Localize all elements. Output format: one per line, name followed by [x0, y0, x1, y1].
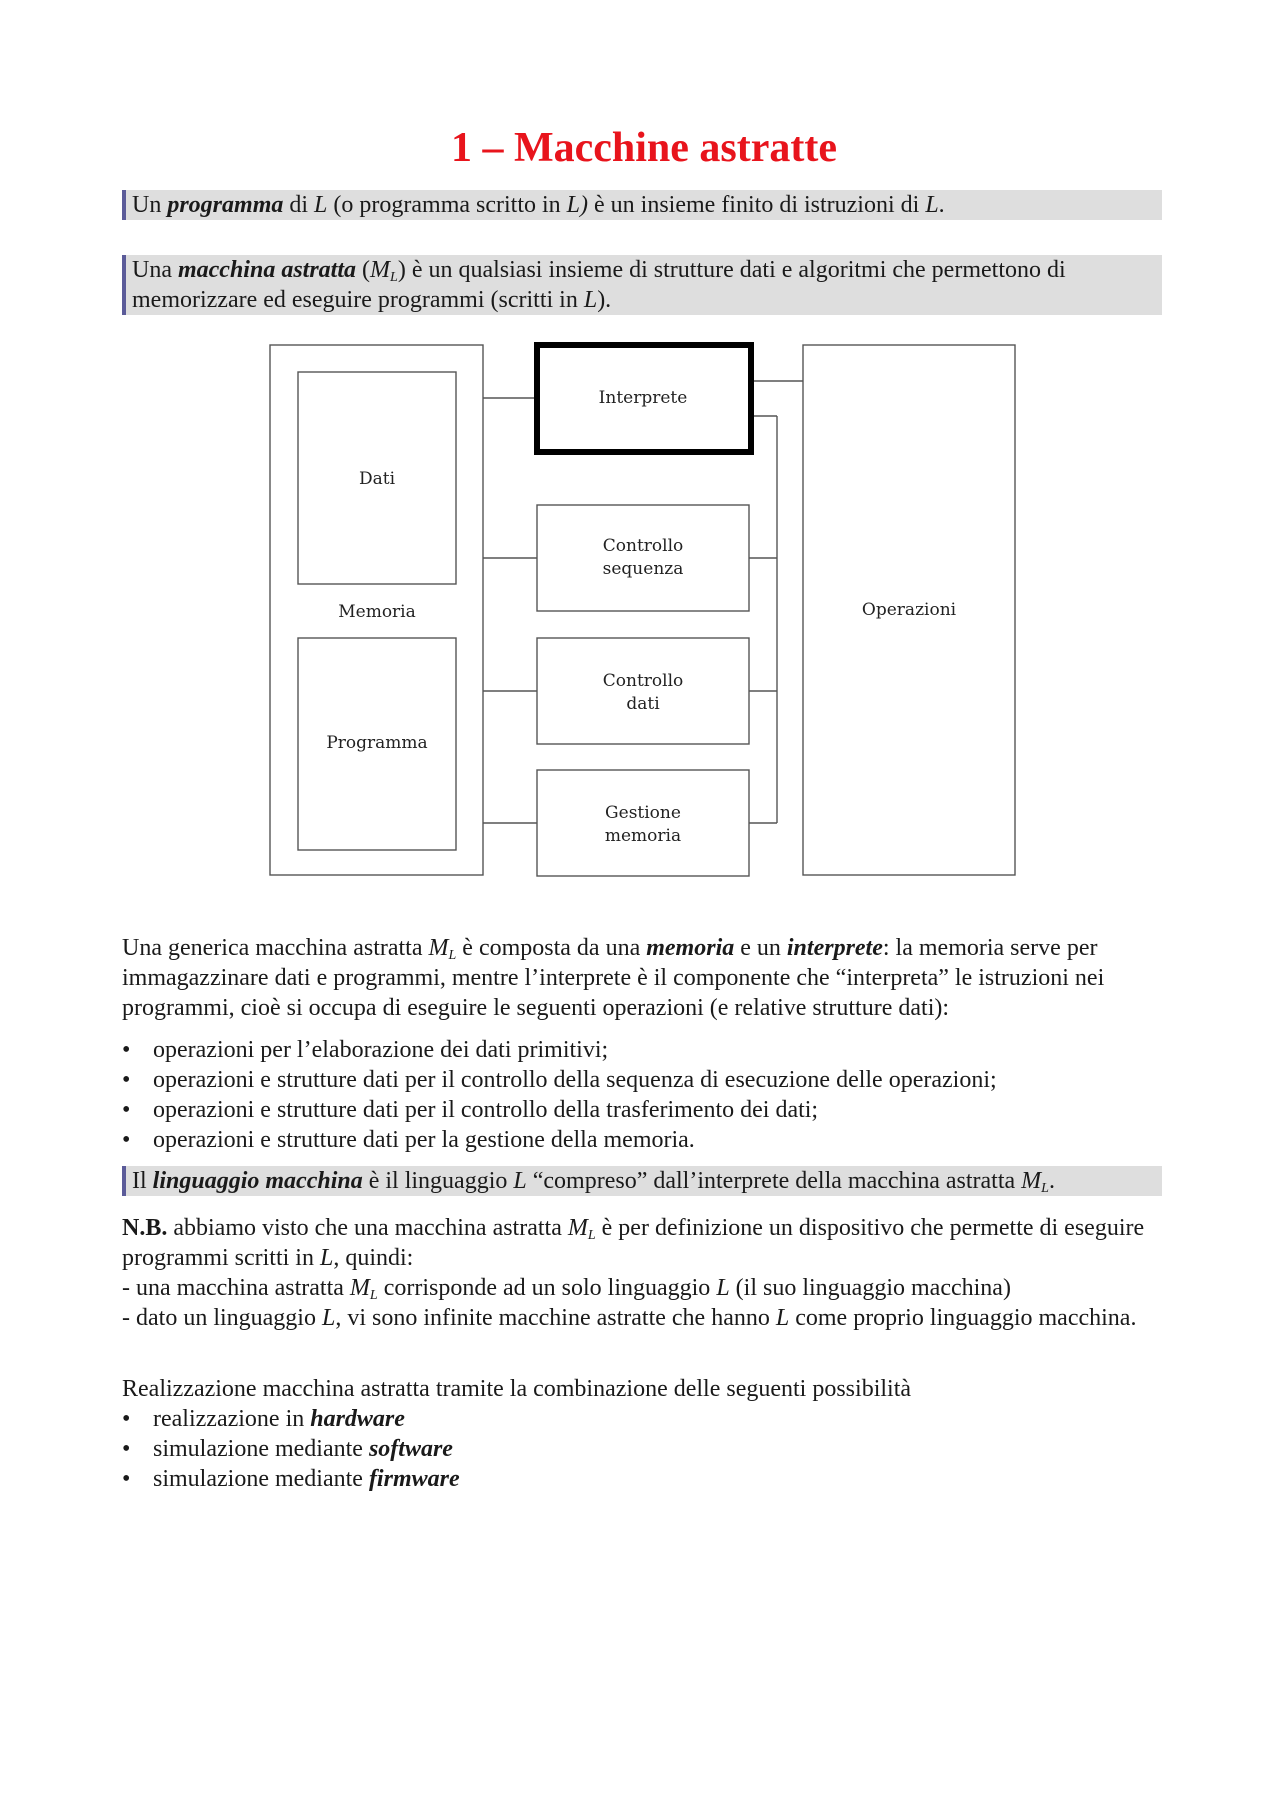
list-item — [122, 1434, 1166, 1464]
symbol-L: L — [583, 287, 598, 313]
term-firmware: firmware — [368, 1466, 460, 1492]
text: ) — [397, 257, 406, 283]
term-memoria: memoria — [646, 935, 735, 961]
text: e un — [734, 935, 787, 961]
term-interprete: interprete — [786, 935, 883, 961]
controllo-dati-label: Controllo — [602, 671, 684, 691]
symbol-L: L — [513, 1168, 527, 1194]
text: è per definizione un dispositivo che permette di eseguire programmi scritti in — [122, 1215, 1145, 1271]
text: Il — [132, 1168, 153, 1194]
list-item: • operazioni e strutture dati per la gestione della memoria. — [122, 1125, 1166, 1155]
paragraph-generica — [122, 933, 1166, 1023]
symbol-M: M — [349, 1275, 370, 1301]
symbol-L: L — [716, 1275, 730, 1301]
text: - dato un linguaggio — [122, 1305, 322, 1331]
text: . — [938, 192, 945, 218]
list-item — [122, 1464, 1166, 1494]
list-item: • operazioni per l’elaborazione dei dati primitivi; — [122, 1035, 1166, 1065]
term-linguaggio-macchina: linguaggio macchina — [152, 1168, 363, 1194]
text: ( — [356, 257, 371, 283]
gestione-memoria-box — [537, 770, 749, 876]
text: (il suo linguaggio macchina) — [729, 1275, 1011, 1301]
symbol-L: L — [314, 192, 328, 218]
gestione-memoria-label: memoria — [604, 826, 682, 846]
symbol-L: L — [319, 1245, 334, 1271]
paragraph-nb — [122, 1213, 1166, 1333]
abstract-machine-diagram — [0, 0, 1280, 900]
text: è un insieme finito di istruzioni di — [588, 192, 926, 218]
definition-linguaggio-macchina — [122, 1166, 1162, 1196]
subscript-L: L — [1041, 1181, 1049, 1196]
memoria-label: Memoria — [338, 602, 416, 622]
text: Una — [132, 257, 178, 283]
list-item — [122, 1404, 1166, 1434]
text: come proprio linguaggio macchina. — [789, 1305, 1137, 1331]
list-item: • operazioni e strutture dati per il controllo della trasferimento dei dati; — [122, 1095, 1166, 1125]
text: simulazione mediante — [153, 1436, 369, 1462]
text: , vi sono infinite macchine astratte che hanno — [335, 1305, 776, 1331]
interprete-label: Interprete — [598, 388, 688, 408]
text: “compreso” dall’interprete della macchina astratta — [526, 1168, 1022, 1194]
term-programma: programma — [167, 192, 284, 218]
text: realizzazione in — [153, 1406, 311, 1432]
text: simulazione mediante — [153, 1466, 369, 1492]
controllo-sequenza-box — [537, 505, 749, 611]
text: . — [1048, 1168, 1055, 1194]
text: Un — [132, 192, 168, 218]
controllo-sequenza-label: Controllo — [602, 536, 684, 556]
nb-label: N.B. — [122, 1215, 168, 1241]
text: di — [283, 192, 315, 218]
symbol-M: M — [567, 1215, 588, 1241]
text: Una generica macchina astratta — [122, 935, 429, 961]
text: è composta da una — [456, 935, 647, 961]
symbol-L: L) — [566, 192, 589, 218]
symbol-L: L — [321, 1305, 336, 1331]
dati-label: Dati — [358, 469, 396, 489]
text: - una macchina astratta — [122, 1275, 350, 1301]
controllo-dati-label: dati — [626, 694, 660, 714]
term-macchina-astratta: macchina astratta — [177, 257, 357, 283]
paragraph-realizzazione: Realizzazione macchina astratta tramite la combinazione delle seguenti possibilità — [122, 1376, 912, 1402]
text: è un qualsiasi insieme di strutture dati e algoritmi che permettono di memorizzare ed eseguire programmi (scritti in — [132, 257, 1066, 313]
symbol-L: L — [925, 192, 939, 218]
text: : la memoria serve per immagazzinare dati e programmi, mentre l’interprete è il componente che “interpreta” le istruzioni nei programmi, cioè si occupa di eseguire le seguenti operazioni (e relative strutture dati): — [122, 935, 1105, 1021]
symbol-M: M — [370, 257, 391, 283]
text: corrisponde ad un solo linguaggio — [377, 1275, 717, 1301]
text: è il linguaggio — [362, 1168, 514, 1194]
text: (o programma scritto in — [327, 192, 567, 218]
subscript-L: L — [369, 1288, 378, 1303]
text: abbiamo visto che una macchina astratta — [167, 1215, 568, 1241]
programma-label: Programma — [326, 733, 428, 753]
subscript-L: L — [448, 948, 457, 963]
term-software: software — [368, 1436, 453, 1462]
realizzazione-list — [122, 1404, 1166, 1494]
subscript-L: L — [390, 270, 398, 285]
text: ). — [597, 287, 612, 313]
symbol-M: M — [428, 935, 449, 961]
controllo-sequenza-label: sequenza — [602, 559, 684, 579]
symbol-M: M — [1021, 1168, 1042, 1194]
text: , quindi: — [333, 1245, 414, 1271]
list-item: • operazioni e strutture dati per il controllo della sequenza di esecuzione delle operazioni; — [122, 1065, 1166, 1095]
operazioni-label: Operazioni — [861, 600, 957, 620]
operazioni-list — [122, 1035, 1166, 1155]
subscript-L: L — [587, 1228, 596, 1243]
symbol-L: L — [775, 1305, 790, 1331]
term-hardware: hardware — [310, 1406, 405, 1432]
page-title: 1 – Macchine astratte — [450, 125, 838, 171]
gestione-memoria-label: Gestione — [605, 803, 681, 823]
controllo-dati-box — [537, 638, 749, 744]
